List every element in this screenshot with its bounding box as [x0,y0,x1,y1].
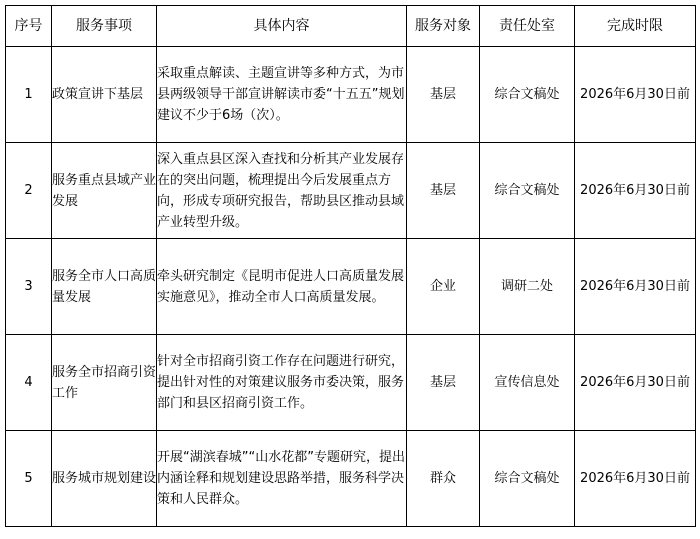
row-item: 服务城市规划建设 [52,431,157,527]
row-item: 服务重点县域产业发展 [52,143,157,239]
row-deadline: 2026年6月30日前 [575,335,696,431]
row-content: 牵头研究制定《昆明市促进人口高质量发展实施意见》，推动全市人口高质量发展。 [157,239,407,335]
table-header-row [6,6,696,47]
row-deadline: 2026年6月30日前 [575,47,696,143]
row-dept: 综合文稿处 [480,431,575,527]
header-dept: 责任处室 [480,6,575,47]
table-row [6,335,696,431]
row-seq: 4 [6,335,52,431]
service-items-table [5,5,696,527]
row-dept: 综合文稿处 [480,47,575,143]
table-row [6,239,696,335]
row-dept: 宣传信息处 [480,335,575,431]
header-deadline: 完成时限 [575,6,696,47]
row-seq: 3 [6,239,52,335]
row-target: 企业 [407,239,480,335]
row-target: 基层 [407,335,480,431]
row-deadline: 2026年6月30日前 [575,239,696,335]
row-dept: 综合文稿处 [480,143,575,239]
row-content: 开展“湖滨春城”“山水花都”专题研究，提出内涵诠释和规划建设思路举措，服务科学决策和人民群众。 [157,431,407,527]
header-target: 服务对象 [407,6,480,47]
header-seq: 序号 [6,6,52,47]
header-item: 服务事项 [52,6,157,47]
row-item: 政策宣讲下基层 [52,47,157,143]
row-content: 深入重点县区深入查找和分析其产业发展存在的突出问题，梳理提出今后发展重点方向，形成专项研究报告，帮助县区推动县域产业转型升级。 [157,143,407,239]
row-item: 服务全市招商引资工作 [52,335,157,431]
row-seq: 1 [6,47,52,143]
row-item: 服务全市人口高质量发展 [52,239,157,335]
table-row [6,47,696,143]
table-row [6,143,696,239]
row-deadline: 2026年6月30日前 [575,431,696,527]
row-deadline: 2026年6月30日前 [575,143,696,239]
row-target: 群众 [407,431,480,527]
header-content: 具体内容 [157,6,407,47]
row-content: 针对全市招商引资工作存在问题进行研究，提出针对性的对策建议服务市委决策，服务部门和县区招商引资工作。 [157,335,407,431]
row-content: 采取重点解读、主题宣讲等多种方式，为市县两级领导干部宣讲解读市委“十五五”规划建议不少于6场（次）。 [157,47,407,143]
row-seq: 5 [6,431,52,527]
row-dept: 调研二处 [480,239,575,335]
table-row [6,431,696,527]
row-target: 基层 [407,143,480,239]
row-seq: 2 [6,143,52,239]
row-target: 基层 [407,47,480,143]
